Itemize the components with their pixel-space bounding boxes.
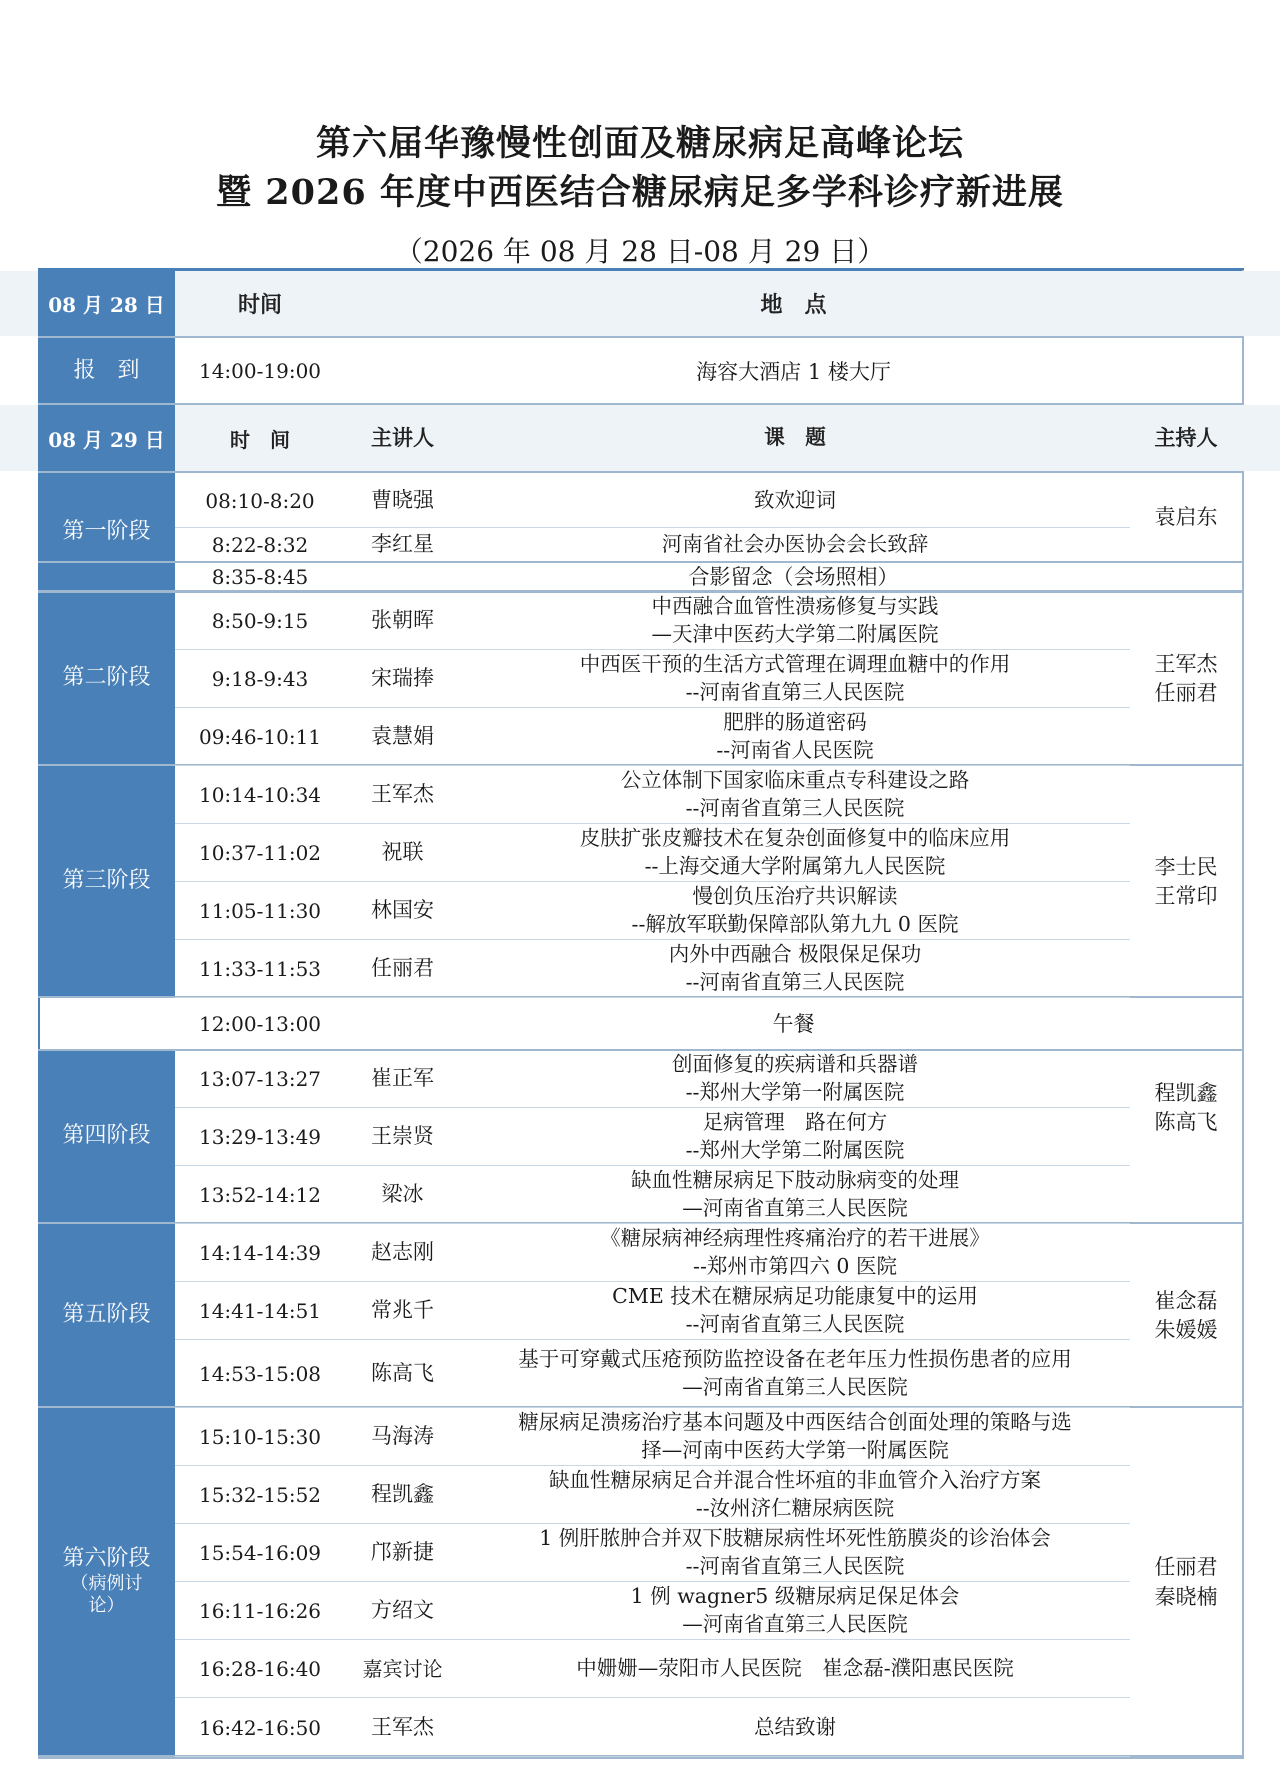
stage-name: 第五阶段 (62, 1302, 151, 1328)
session-topic-line: --汝州济仁糖尿病医院 (695, 1496, 895, 1520)
session-topic-line: —河南省直第三人民医院 (682, 1196, 908, 1220)
session-topic-line: 河南省社会办医协会会长致辞 (661, 532, 929, 557)
session-time: 11:05-11:30 (198, 899, 322, 923)
session-topic (460, 1282, 1130, 1340)
session-speaker: 袁慧娟 (371, 724, 434, 749)
session-topic-line: 《糖尿病神经病理性疼痛治疗的若干进展》 (600, 1226, 990, 1251)
session-time: 8:22-8:32 (211, 533, 309, 557)
session-topic-line: --河南省直第三人民医院 (685, 796, 905, 820)
stage-subtitle: （病例讨论） (70, 1572, 143, 1617)
session-topic-line: —天津中医药大学第二附属医院 (651, 622, 939, 646)
session-row (0, 592, 1280, 650)
session-speaker: 李红星 (371, 532, 434, 557)
day2-col-time: 时 间 (230, 427, 290, 452)
session-row (0, 940, 1280, 998)
session-time: 15:10-15:30 (198, 1425, 322, 1449)
session-row (0, 1108, 1280, 1166)
session-topic (460, 1640, 1130, 1698)
session-topic-line: 中西医干预的生活方式管理在调理血糖中的作用 (579, 652, 1011, 677)
session-topic-line: 糖尿病足溃疡治疗基本问题及中西医结合创面处理的策略与选 (518, 1410, 1072, 1435)
session-topic (460, 940, 1130, 998)
session-row (0, 824, 1280, 882)
session-topic-line: 1 例肝脓肿合并双下肢糖尿病性坏死性筋膜炎的诊治体会 (539, 1526, 1051, 1551)
day2-header-row (0, 405, 1280, 471)
session-topic (345, 998, 1242, 1050)
session-topic (460, 766, 1130, 824)
host-name: 任丽君 (1154, 1555, 1218, 1580)
session-time: 16:28-16:40 (198, 1657, 322, 1681)
session-speaker: 陈高飞 (371, 1361, 434, 1386)
session-topic (460, 528, 1130, 562)
day2-col-speaker: 主讲人 (371, 425, 434, 451)
session-time: 8:50-9:15 (211, 609, 309, 633)
session-row (0, 1050, 1280, 1108)
session-time: 11:33-11:53 (198, 957, 322, 981)
host-name: 任丽君 (1154, 681, 1218, 705)
session-row (0, 1408, 1280, 1466)
session-topic-line: 足病管理 路在何方 (702, 1110, 888, 1135)
session-topic-line: --河南省直第三人民医院 (685, 1554, 905, 1578)
host-name: 陈高飞 (1154, 1110, 1218, 1134)
session-row (0, 1224, 1280, 1282)
session-time: 16:42-16:50 (198, 1715, 322, 1740)
session-topic-line: 1 例 wagner5 级糖尿病足保足体会 (630, 1584, 960, 1609)
row-divider (175, 1756, 1130, 1757)
session-speaker: 梁冰 (381, 1182, 424, 1207)
session-topic-line: --河南省直第三人民医院 (685, 1312, 905, 1336)
host-name: 朱媛媛 (1154, 1318, 1218, 1342)
session-speaker: 崔正军 (371, 1066, 434, 1091)
session-topic-line: --河南省直第三人民医院 (685, 680, 905, 704)
session-topic-line: 中姗姗—荥阳市人民医院 崔念磊-濮阳惠民医院 (576, 1656, 1014, 1681)
session-topic (460, 592, 1130, 650)
session-topic-line: 午餐 (772, 1011, 815, 1036)
session-topic (460, 1224, 1130, 1282)
session-speaker: 常兆千 (371, 1298, 434, 1323)
day1-col-place: 地 点 (760, 292, 827, 318)
session-row (0, 1640, 1280, 1698)
checkin-place: 海容大酒店 1 楼大厅 (696, 359, 891, 384)
day1-date: 08 月 28 日 (38, 271, 175, 336)
session-topic-line: 肥胖的肠道密码 (723, 710, 867, 735)
host-name: 程凯鑫 (1154, 1080, 1218, 1105)
session-topic-line: --郑州大学第二附属医院 (685, 1138, 905, 1162)
session-topic-line: —河南省直第三人民医院 (682, 1612, 908, 1636)
day2-col-topic: 课 题 (764, 425, 826, 450)
host-name: 王常印 (1154, 884, 1218, 908)
session-row (0, 882, 1280, 940)
stage-name: 第三阶段 (62, 868, 151, 894)
session-topic-line: --郑州大学第一附属医院 (685, 1080, 905, 1104)
session-speaker: 祝联 (381, 840, 424, 865)
day1-header-row (0, 271, 1280, 336)
session-topic (460, 650, 1130, 708)
day2-col-host: 主持人 (1154, 425, 1218, 451)
session-time: 09:46-10:11 (198, 725, 322, 749)
session-topic (345, 562, 1242, 592)
host-name: 崔念磊 (1154, 1288, 1218, 1313)
session-row (0, 473, 1280, 528)
session-topic (460, 1524, 1130, 1582)
page-subtitle: 暨 2026 年度中西医结合糖尿病足多学科诊疗新进展 (216, 172, 1064, 213)
session-speaker: 马海涛 (371, 1424, 434, 1449)
session-time: 14:53-15:08 (198, 1362, 322, 1386)
session-topic (460, 882, 1130, 940)
session-speaker: 嘉宾讨论 (362, 1657, 443, 1681)
stage-name: 第一阶段 (62, 518, 151, 544)
checkin-row (0, 338, 1280, 403)
session-topic (460, 1166, 1130, 1224)
session-topic-line: 公立体制下国家临床重点专科建设之路 (620, 768, 970, 793)
day2-date: 08 月 29 日 (38, 405, 175, 471)
session-topic (460, 1050, 1130, 1108)
host-name: 袁启东 (1154, 504, 1218, 529)
session-topic-line: --解放军联勤保障部队第九九 0 医院 (631, 912, 959, 936)
stage-name: 第六阶段 (62, 1546, 151, 1572)
session-topic-line: 创面修复的疾病谱和兵器谱 (672, 1052, 918, 1077)
session-topic-line: CME 技术在糖尿病足功能康复中的运用 (612, 1284, 978, 1309)
session-speaker: 王崇贤 (371, 1124, 434, 1149)
session-row (0, 1698, 1280, 1757)
session-topic (460, 1582, 1130, 1640)
session-time: 13:52-14:12 (198, 1183, 322, 1207)
session-topic-line: —河南省直第三人民医院 (682, 1375, 908, 1399)
event-dates: （2026 年 08 月 28 日-08 月 29 日） (394, 235, 886, 268)
session-speaker: 赵志刚 (371, 1240, 434, 1265)
session-speaker: 王军杰 (371, 782, 434, 807)
session-topic-line: 缺血性糖尿病足合并混合性坏疽的非血管介入治疗方案 (549, 1468, 1041, 1493)
session-time: 14:41-14:51 (198, 1299, 322, 1323)
host-name: 王军杰 (1154, 651, 1218, 676)
table-bottom-border (38, 1757, 1244, 1759)
session-row (0, 998, 1280, 1050)
session-row (0, 1466, 1280, 1524)
session-speaker: 邝新捷 (371, 1540, 434, 1565)
session-time: 13:07-13:27 (198, 1067, 322, 1091)
host-name: 秦晓楠 (1154, 1584, 1218, 1609)
session-speaker: 程凯鑫 (371, 1482, 434, 1507)
session-row (0, 528, 1280, 562)
session-row (0, 1524, 1280, 1582)
session-time: 9:18-9:43 (211, 667, 309, 691)
session-time: 10:37-11:02 (198, 841, 322, 865)
checkin-label: 报 到 (38, 338, 175, 403)
session-topic-line: --河南省直第三人民医院 (685, 970, 905, 994)
session-topic (460, 1408, 1130, 1466)
session-topic-line: 皮肤扩张皮瓣技术在复杂创面修复中的临床应用 (579, 826, 1011, 851)
session-time: 8:35-8:45 (211, 565, 309, 589)
session-speaker: 宋瑞捧 (371, 666, 434, 691)
session-row (0, 1166, 1280, 1224)
session-topic (460, 824, 1130, 882)
session-topic-line: 慢创负压治疗共识解读 (692, 884, 898, 909)
session-topic-line: 缺血性糖尿病足下肢动脉病变的处理 (631, 1168, 959, 1193)
session-time: 16:11-16:26 (198, 1599, 322, 1623)
session-topic-line: 基于可穿戴式压疮预防监控设备在老年压力性损伤患者的应用 (518, 1347, 1072, 1372)
stage-name: 第二阶段 (62, 665, 151, 691)
checkin-time: 14:00-19:00 (198, 358, 322, 383)
session-topic (460, 1698, 1130, 1757)
session-topic-line: --上海交通大学附属第九人民医院 (644, 854, 946, 878)
session-row (0, 562, 1280, 592)
session-speaker: 曹晓强 (371, 487, 434, 512)
session-topic (460, 708, 1130, 766)
session-time: 10:14-10:34 (198, 783, 322, 807)
page-title: 第六届华豫慢性创面及糖尿病足高峰论坛 (315, 123, 964, 164)
session-row (0, 1282, 1280, 1340)
session-time: 13:29-13:49 (198, 1125, 322, 1149)
session-topic-line: --河南省人民医院 (716, 738, 874, 762)
session-speaker: 方绍文 (371, 1598, 434, 1623)
session-row (0, 650, 1280, 708)
host-name: 李士民 (1154, 854, 1218, 879)
session-topic-line: 合影留念（会场照相） (688, 564, 899, 589)
session-speaker: 林国安 (371, 898, 434, 923)
session-topic (460, 1340, 1130, 1408)
session-row (0, 1582, 1280, 1640)
session-topic-line: 中西融合血管性溃疡修复与实践 (651, 594, 939, 619)
session-topic-line: 致欢迎词 (754, 487, 836, 512)
session-time: 12:00-13:00 (198, 1012, 322, 1036)
session-topic-line: 内外中西融合 极限保足保功 (668, 942, 922, 967)
session-time: 15:54-16:09 (198, 1541, 322, 1565)
stage-name: 第四阶段 (62, 1123, 151, 1149)
session-time: 08:10-8:20 (205, 488, 315, 513)
session-topic-line: --郑州市第四六 0 医院 (693, 1254, 897, 1278)
session-row (0, 708, 1280, 766)
day1-col-time: 时间 (237, 292, 282, 318)
session-topic-line: 总结致谢 (754, 1714, 836, 1739)
session-speaker: 任丽君 (371, 956, 434, 981)
session-row (0, 766, 1280, 824)
session-speaker: 王军杰 (371, 1714, 434, 1739)
session-topic (460, 1108, 1130, 1166)
session-row (0, 1340, 1280, 1408)
session-time: 15:32-15:52 (198, 1483, 322, 1507)
session-topic-line: 择—河南中医药大学第一附属医院 (641, 1438, 949, 1462)
session-topic (460, 473, 1130, 528)
session-speaker: 张朝晖 (371, 608, 434, 633)
session-time: 14:14-14:39 (198, 1241, 322, 1265)
session-topic (460, 1466, 1130, 1524)
